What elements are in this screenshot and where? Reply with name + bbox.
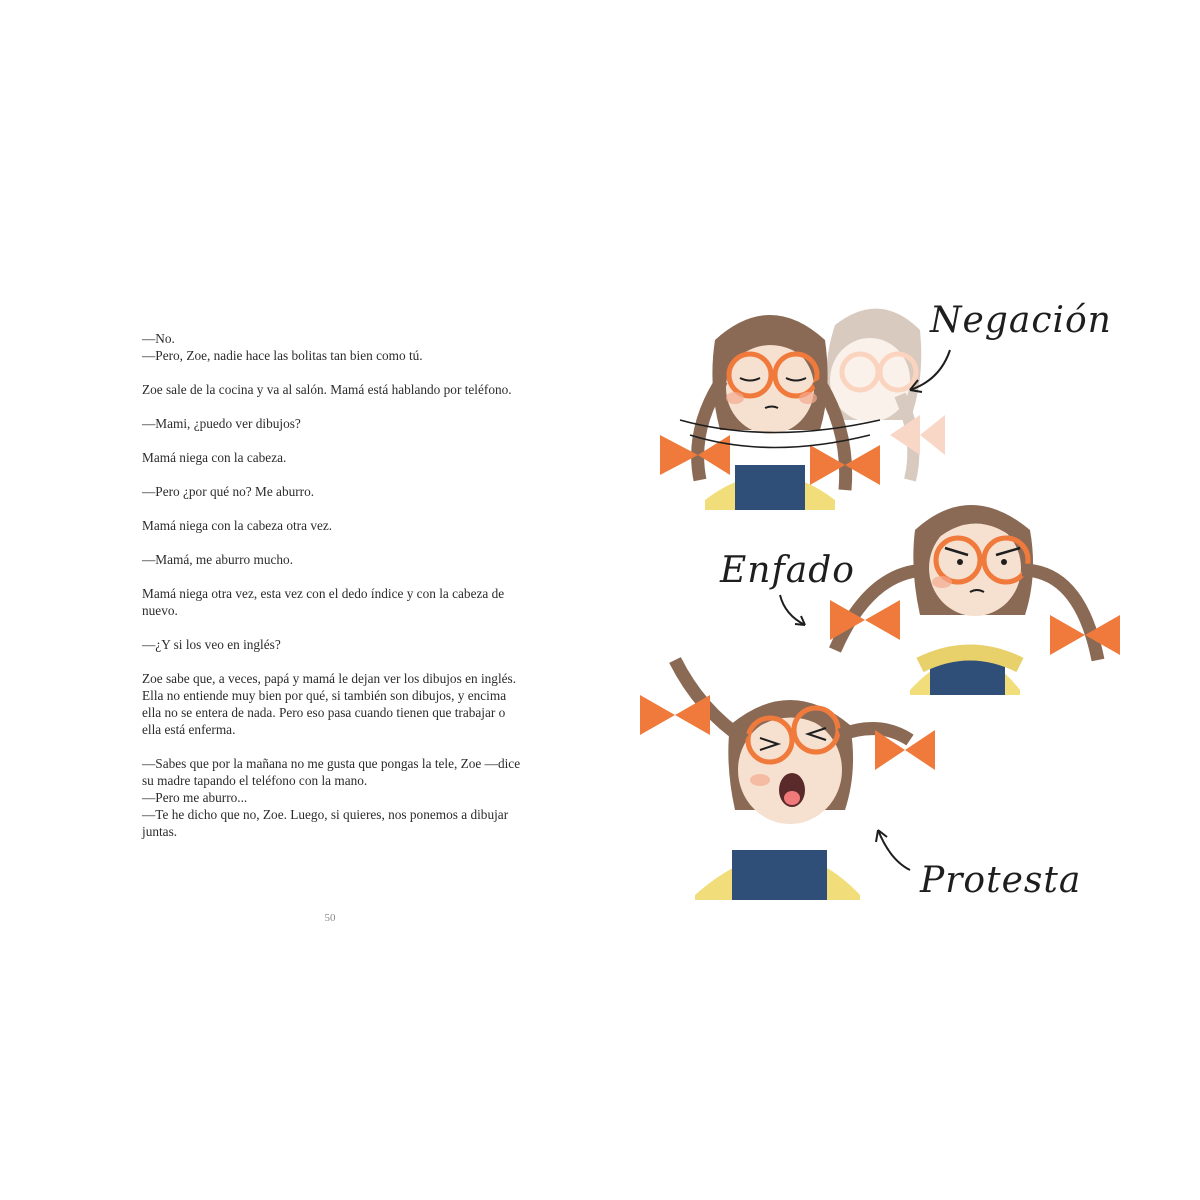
label-protesta: Protesta xyxy=(920,860,1082,901)
girl-enfado xyxy=(830,505,1120,695)
paragraph: —Pero me aburro... xyxy=(142,790,248,805)
label-enfado: Enfado xyxy=(720,550,855,591)
page-number: 50 xyxy=(324,912,336,924)
label-negacion: Negación xyxy=(930,300,1112,341)
paragraph: Zoe sale de la cocina y va al salón. Mamá está hablando por teléfono. xyxy=(142,382,512,397)
emotions-illustration xyxy=(620,270,1140,950)
paragraph: Mamá niega otra vez, esta vez con el dedo índice y con la cabeza de nuevo. xyxy=(142,586,505,618)
paragraph: Mamá niega con la cabeza otra vez. xyxy=(142,518,333,533)
girl-protesta xyxy=(640,660,935,900)
paragraph: —Pero ¿por qué no? Me aburro. xyxy=(142,484,315,499)
paragraph: —Te he dicho que no, Zoe. Luego, si quieres, nos ponemos a dibujar juntas. xyxy=(142,807,509,839)
left-page-text xyxy=(142,330,522,840)
paragraph: —Mami, ¿puedo ver dibujos? xyxy=(142,416,301,431)
arrow-protesta-icon xyxy=(878,830,910,870)
right-page-illustration xyxy=(620,270,1140,950)
paragraph: —No. xyxy=(142,331,175,346)
arrow-enfado-icon xyxy=(780,595,805,625)
paragraph: Zoe sabe que, a veces, papá y mamá le dejan ver los dibujos en inglés. Ella no entiende muy bien por qué, si también son dibujos, y encima ella no se entera de nada. Pero eso pasa cuando tienen que trabajar o ella está enferma. xyxy=(142,671,517,737)
girl-negacion xyxy=(660,309,945,510)
paragraph: —Mamá, me aburro mucho. xyxy=(142,552,294,567)
paragraph: —Pero, Zoe, nadie hace las bolitas tan bien como tú. xyxy=(142,348,423,363)
paragraph: —Sabes que por la mañana no me gusta que pongas la tele, Zoe —dice su madre tapando el teléfono con la mano. xyxy=(142,756,521,788)
paragraph: Mamá niega con la cabeza. xyxy=(142,450,287,465)
paragraph: —¿Y si los veo en inglés? xyxy=(142,637,281,652)
